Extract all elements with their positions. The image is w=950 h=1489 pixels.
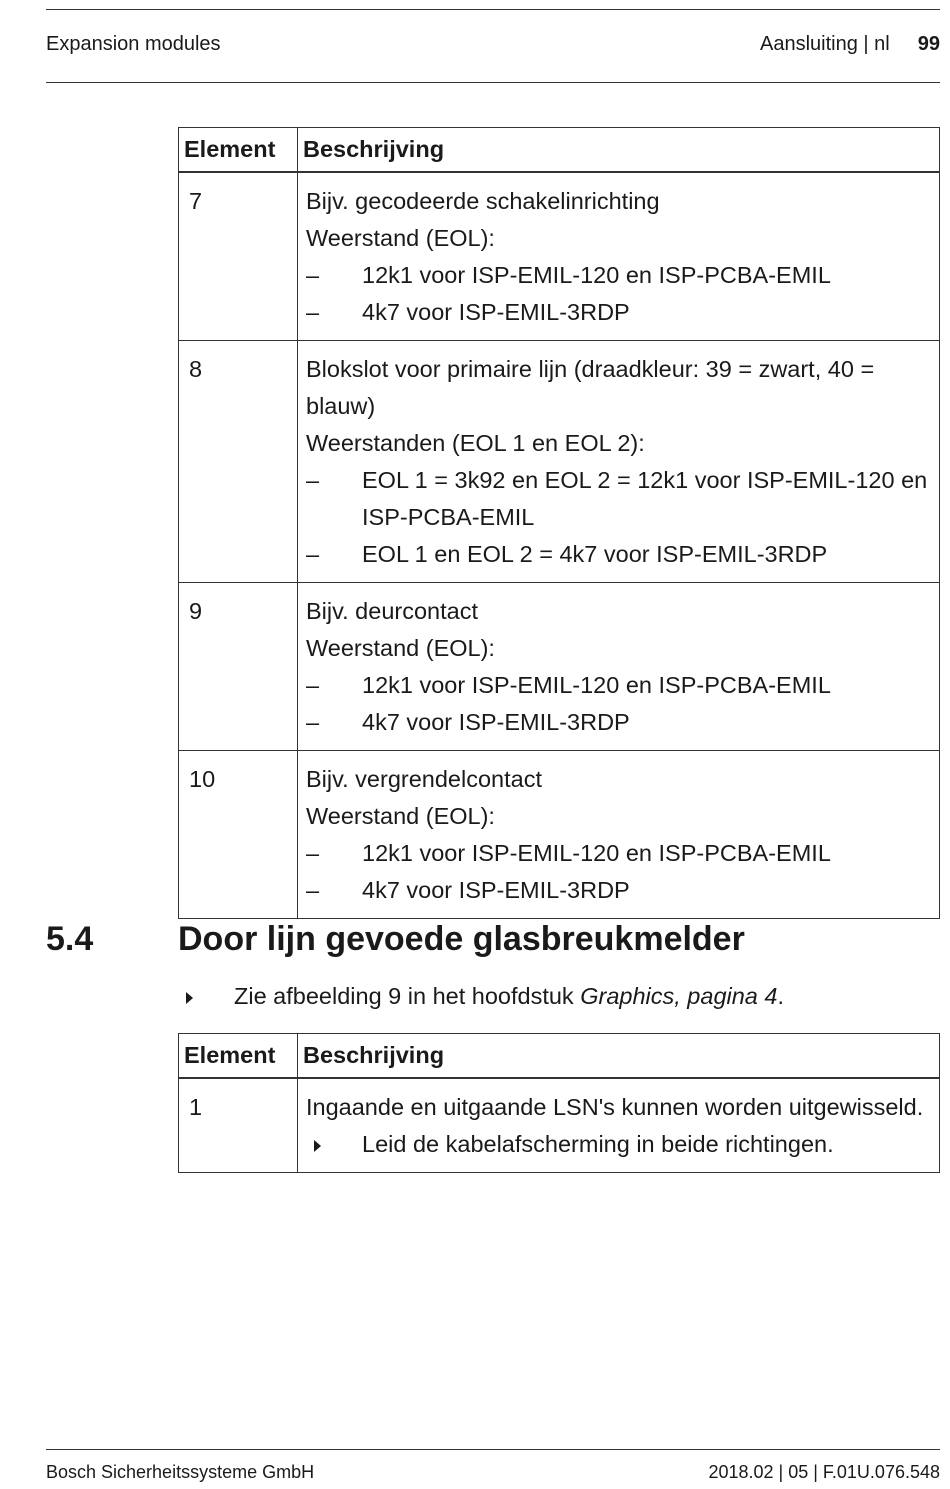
cross-reference-link[interactable]: Graphics, pagina 4 bbox=[580, 983, 778, 1009]
footer-company: Bosch Sicherheitssysteme GmbH bbox=[46, 1462, 315, 1482]
list-item-text: 12k1 voor ISP-EMIL-120 en ISP-PCBA-EMIL bbox=[362, 262, 831, 288]
dash-marker: – bbox=[306, 299, 320, 325]
element-table-1 bbox=[178, 127, 940, 919]
list-item-text: 4k7 voor ISP-EMIL-3RDP bbox=[362, 877, 630, 903]
table-row bbox=[179, 583, 940, 751]
instruction-end: . bbox=[777, 983, 785, 1009]
list-item bbox=[306, 294, 931, 331]
element-description bbox=[298, 172, 940, 341]
table-row bbox=[179, 751, 940, 919]
dash-marker: – bbox=[306, 840, 320, 866]
list-item bbox=[306, 536, 931, 573]
table-row bbox=[179, 341, 940, 583]
triangle-right-icon bbox=[314, 1140, 321, 1152]
description-line: Weerstand (EOL): bbox=[306, 803, 495, 829]
header-top-rule bbox=[46, 9, 940, 10]
page-header-right bbox=[760, 33, 940, 56]
list-item bbox=[306, 872, 931, 909]
description-line: Blokslot voor primaire lijn (draadkleur: 39 = zwart, 40 = blauw) bbox=[306, 356, 875, 419]
table-header-row bbox=[179, 1034, 940, 1079]
list-item bbox=[306, 257, 931, 294]
element-description bbox=[298, 583, 940, 751]
description-line: Bijv. deurcontact bbox=[306, 598, 478, 624]
element-description bbox=[298, 751, 940, 919]
description-line: Bijv. gecodeerde schakelinrichting bbox=[306, 188, 660, 214]
table-row bbox=[179, 1078, 940, 1173]
document-title: Expansion modules bbox=[46, 33, 221, 55]
element-table-2 bbox=[178, 1033, 940, 1173]
list-item-text: 12k1 voor ISP-EMIL-120 en ISP-PCBA-EMIL bbox=[362, 672, 831, 698]
list-item bbox=[306, 835, 931, 872]
col-header-description: Beschrijving bbox=[298, 128, 940, 173]
table-row bbox=[179, 172, 940, 341]
dash-marker: – bbox=[306, 709, 320, 735]
description-line: Weerstand (EOL): bbox=[306, 225, 495, 251]
list-item bbox=[306, 704, 931, 741]
col-header-element: Element bbox=[179, 1034, 298, 1079]
footer-rule bbox=[46, 1449, 940, 1450]
triangle-right-icon bbox=[186, 992, 193, 1004]
element-description bbox=[298, 1078, 940, 1173]
element-number: 8 bbox=[179, 341, 298, 583]
list-item bbox=[306, 667, 931, 704]
list-item-text: 12k1 voor ISP-EMIL-120 en ISP-PCBA-EMIL bbox=[362, 840, 831, 866]
element-number: 9 bbox=[179, 583, 298, 751]
section-title: Door lijn gevoede glasbreukmelder bbox=[178, 920, 745, 958]
action-step bbox=[306, 1126, 931, 1163]
element-number: 10 bbox=[179, 751, 298, 919]
table-header-row bbox=[179, 128, 940, 173]
description-line: Weerstand (EOL): bbox=[306, 635, 495, 661]
step-marker bbox=[186, 983, 234, 1010]
dash-marker: – bbox=[306, 672, 320, 698]
element-description bbox=[298, 341, 940, 583]
section-label: Aansluiting | nl bbox=[760, 33, 890, 55]
description-line: Bijv. vergrendelcontact bbox=[306, 766, 542, 792]
header-bottom-rule bbox=[46, 82, 940, 83]
page-number: 99 bbox=[917, 33, 940, 55]
footer-doc-id: 2018.02 | 05 | F.01U.076.548 bbox=[708, 1462, 940, 1482]
col-header-element: Element bbox=[179, 128, 298, 173]
action-step-text: Leid de kabelafscherming in beide richtingen. bbox=[362, 1131, 834, 1157]
step-marker bbox=[306, 1126, 362, 1163]
element-number: 7 bbox=[179, 172, 298, 341]
description-line: Weerstanden (EOL 1 en EOL 2): bbox=[306, 430, 645, 456]
section-number: 5.4 bbox=[46, 920, 94, 958]
list-item-text: EOL 1 = 3k92 en EOL 2 = 12k1 voor ISP-EMIL-120 en ISP-PCBA-EMIL bbox=[362, 467, 928, 530]
instruction-step bbox=[186, 983, 784, 1010]
instruction-lead: Zie afbeelding 9 in het hoofdstuk bbox=[234, 983, 581, 1009]
dash-marker: – bbox=[306, 467, 320, 493]
col-header-description: Beschrijving bbox=[298, 1034, 940, 1079]
instruction-text bbox=[234, 983, 784, 1010]
dash-marker: – bbox=[306, 877, 320, 903]
list-item-text: 4k7 voor ISP-EMIL-3RDP bbox=[362, 299, 630, 325]
dash-marker: – bbox=[306, 541, 320, 567]
list-item-text: 4k7 voor ISP-EMIL-3RDP bbox=[362, 709, 630, 735]
list-item-text: EOL 1 en EOL 2 = 4k7 voor ISP-EMIL-3RDP bbox=[362, 541, 828, 567]
element-number: 1 bbox=[179, 1078, 298, 1173]
dash-marker: – bbox=[306, 262, 320, 288]
list-item bbox=[306, 462, 931, 536]
description-line: Ingaande en uitgaande LSN's kunnen worden uitgewisseld. bbox=[306, 1094, 924, 1120]
